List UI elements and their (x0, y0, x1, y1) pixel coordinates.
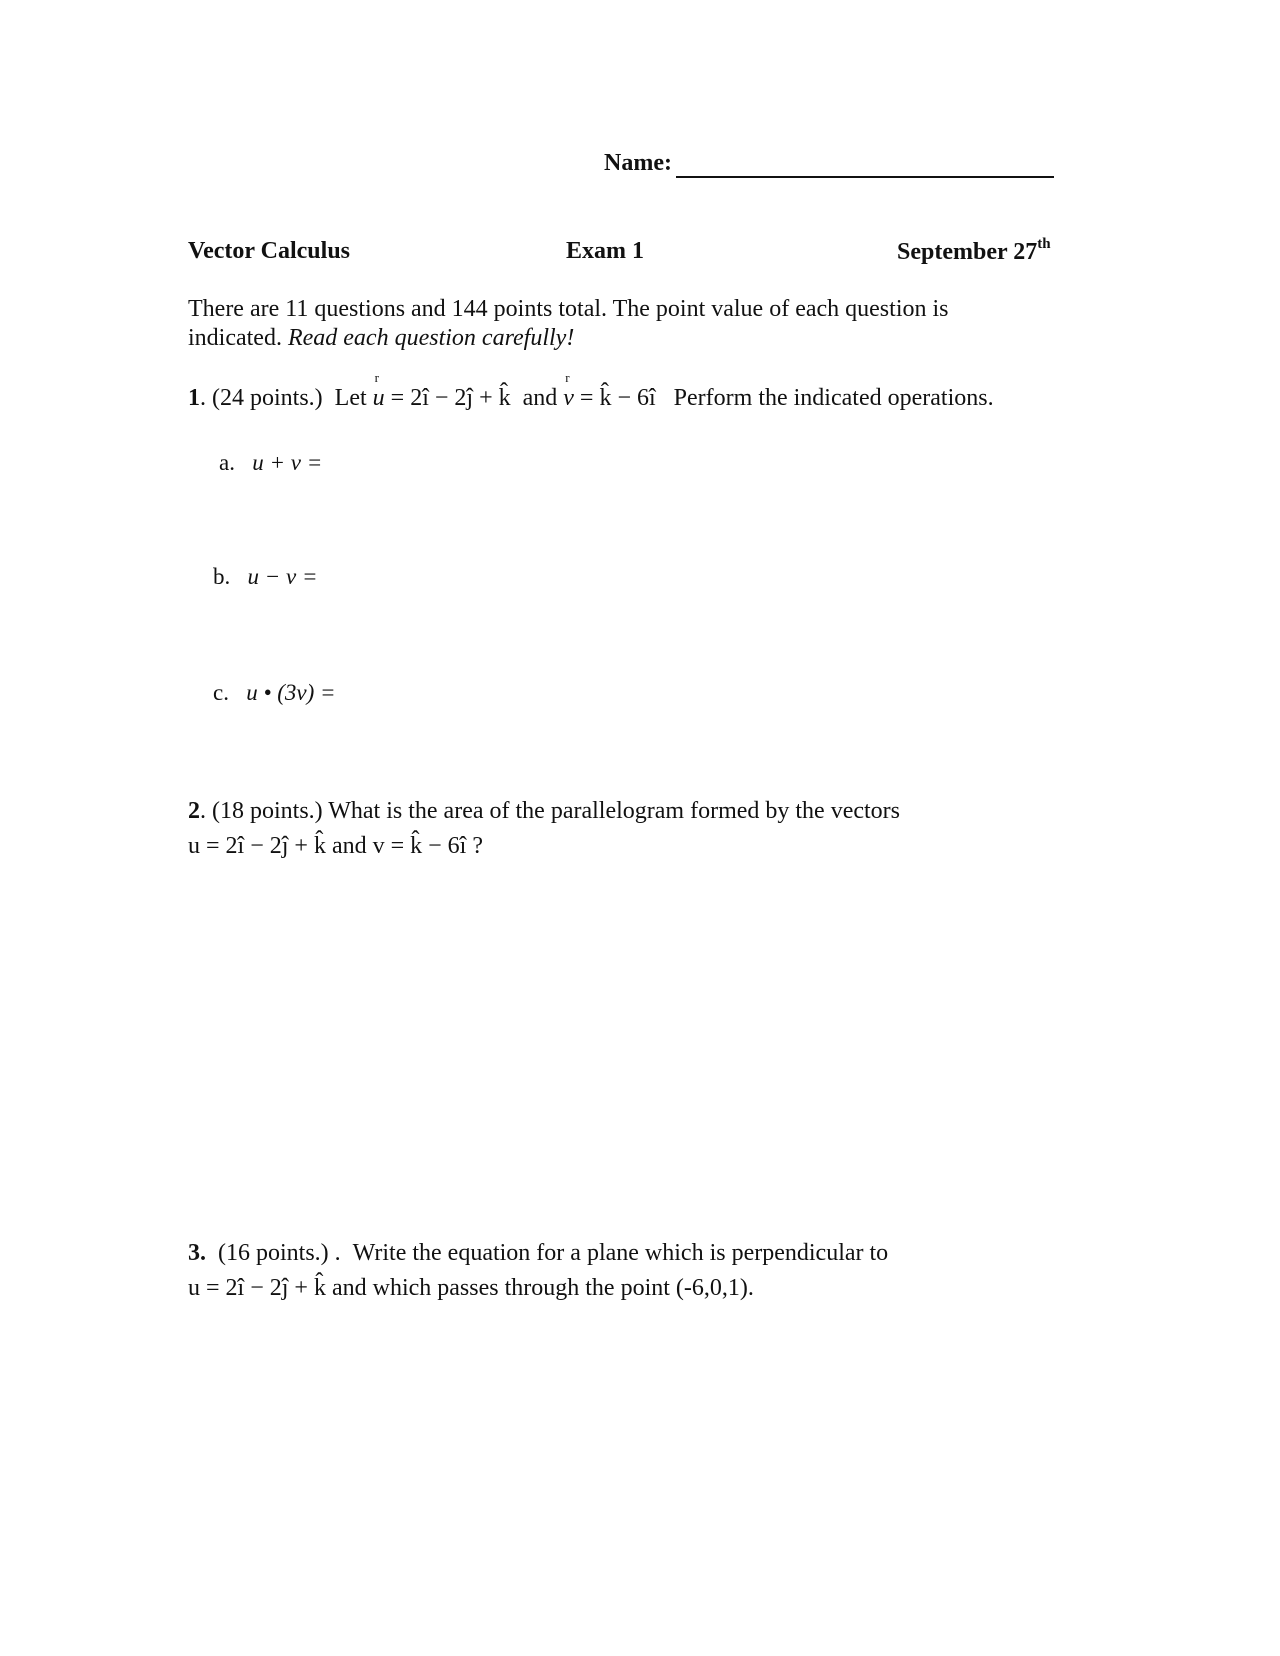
question-1-and: and (522, 385, 558, 411)
vector-v-symbol: r v (563, 385, 574, 412)
exam-title: Exam 1 (566, 238, 644, 264)
question-3-points: (16 points.) . (218, 1240, 341, 1266)
question-1c (213, 680, 336, 706)
question-1-tail: Perform the indicated operations. (673, 385, 994, 411)
name-label: Name: (604, 150, 672, 176)
question-3-number: 3. (188, 1240, 206, 1266)
question-2-number: 2 (188, 798, 200, 824)
question-2-points: (18 points.) (212, 798, 323, 824)
exam-date (897, 238, 1051, 266)
question-3-math: u = 2î − 2ĵ + k̂ (188, 1275, 326, 1301)
question-2-vectors (188, 833, 483, 860)
exam-date-main: September 27 (897, 239, 1038, 265)
intro-italic: Read each question carefully! (287, 325, 575, 351)
question-1b-label: b. (213, 564, 231, 589)
question-1-points: (24 points.) (212, 385, 323, 411)
question-1a-label: a. (219, 450, 235, 475)
question-1a (219, 450, 322, 476)
question-2-text: What is the area of the parallelogram formed by the vectors (328, 798, 901, 824)
intro-plain: indicated. (188, 325, 282, 351)
question-1-number: 1 (188, 385, 200, 411)
question-3 (188, 1240, 888, 1267)
question-1: 1. (24 points.) Let r u = 2î − 2ĵ + k̂ and r v = k̂ − 6î Perform the indicated operations. (188, 385, 994, 412)
question-2-line2: u = 2î − 2ĵ + k̂ and v = k̂ − 6î ? (188, 833, 483, 859)
intro-line-1: There are 11 questions and 144 points total. The point value of each question is (188, 296, 949, 322)
question-1b-expr: u − v = (247, 564, 318, 589)
name-field-line[interactable] (676, 176, 1054, 178)
question-1-lead: Let (334, 385, 367, 411)
question-1c-label: c. (213, 680, 229, 705)
exam-date-sup: th (1037, 236, 1051, 252)
question-1c-expr: u • (3v) = (246, 680, 336, 705)
question-1-u-expr: = 2î − 2ĵ + k̂ (390, 385, 511, 411)
question-3-line2 (188, 1275, 754, 1302)
course-title: Vector Calculus (188, 238, 350, 264)
vector-u-symbol: r u (373, 385, 385, 412)
question-3-text: Write the equation for a plane which is perpendicular to (352, 1240, 889, 1266)
question-1b (213, 564, 318, 590)
intro-line-2 (188, 325, 574, 352)
question-1-v-expr: = k̂ − 6î (579, 385, 656, 411)
question-2: 2. (18 points.) What is the area of the parallelogram formed by the vectors (188, 798, 901, 824)
question-3-line2-text: and which passes through the point (-6,0,1). (331, 1275, 754, 1301)
question-1a-expr: u + v = (252, 450, 323, 475)
